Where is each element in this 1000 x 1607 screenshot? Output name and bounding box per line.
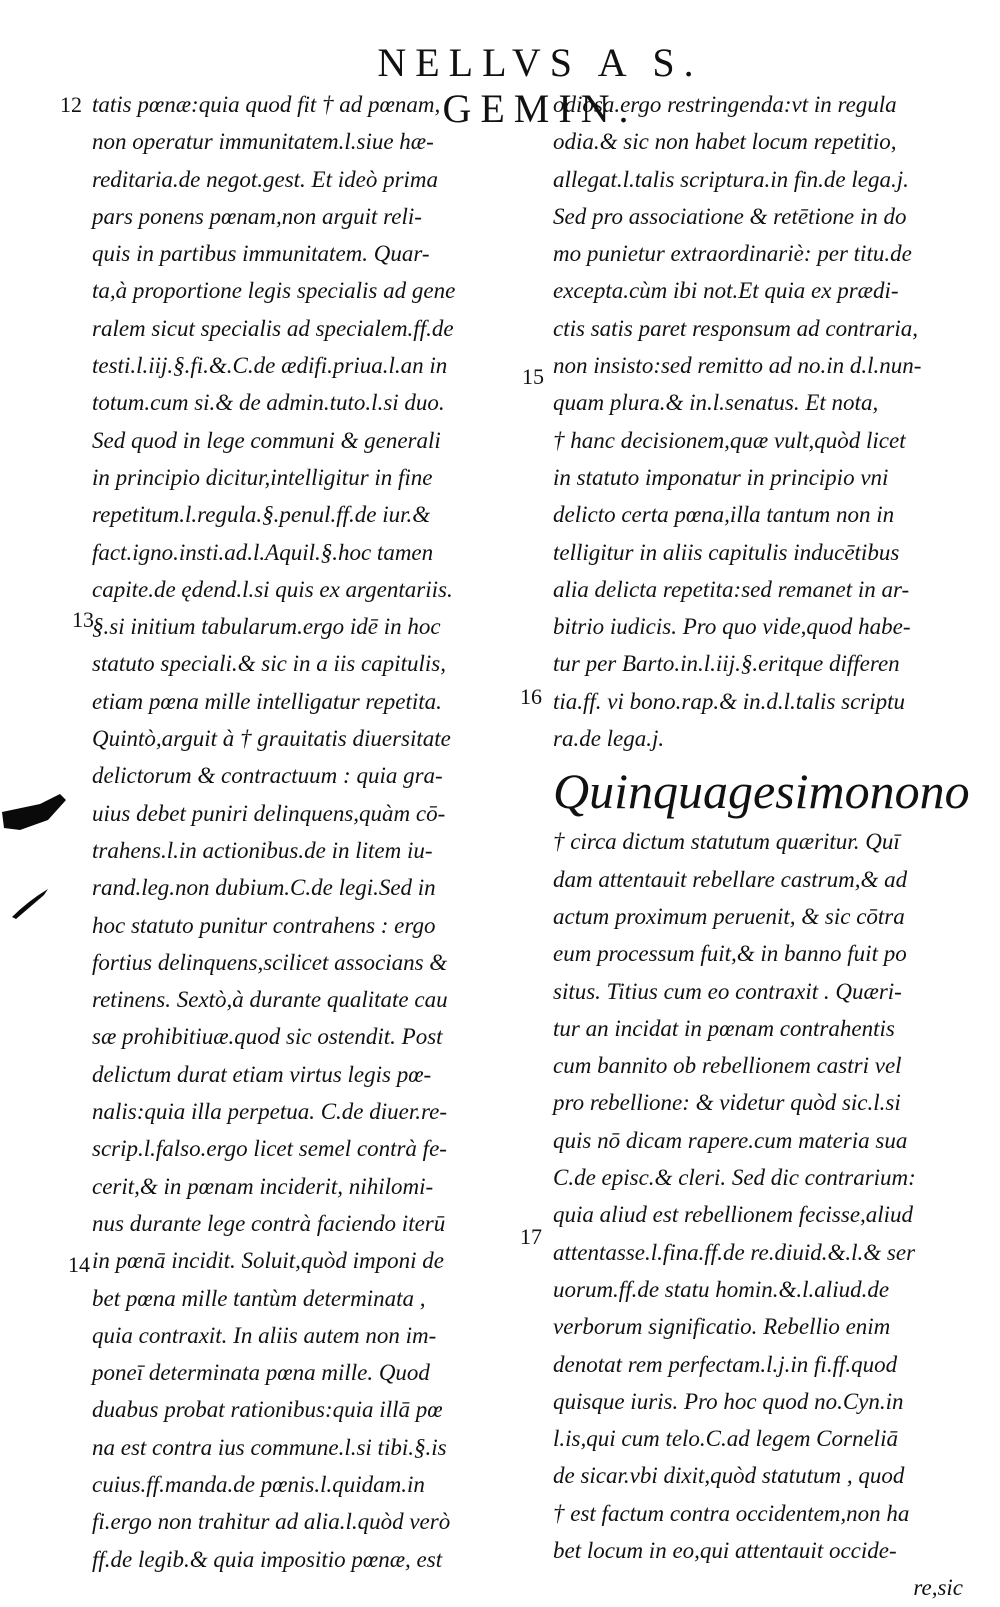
- text-line: ralem sicut specialis ad specialem.ff.de: [92, 315, 454, 341]
- text-line: non insisto:sed remitto ad no.in d.l.nun-: [553, 353, 922, 379]
- text-line: verborum significatio. Rebellio enim: [553, 1314, 891, 1340]
- text-line: testi.l.iij.§.fi.&.C.de ædifi.priua.l.an in: [92, 353, 448, 379]
- text-line: allegat.l.talis scriptura.in fin.de lega.j.: [553, 166, 909, 192]
- section-heading: Quinquagesimonono: [553, 763, 970, 820]
- text-line: quam plura.& in.l.senatus. Et nota,: [553, 390, 879, 416]
- text-line: rand.leg.non dubium.C.de legi.Sed in: [92, 875, 436, 901]
- text-line: fact.igno.insti.ad.l.Aquil.§.hoc tamen: [92, 539, 434, 565]
- margin-number: 16: [520, 684, 542, 709]
- text-line: tur per Barto.in.l.iij.§.eritque differen: [553, 651, 900, 677]
- margin-number: 13: [72, 607, 94, 632]
- text-line: † hanc decisionem,quæ vult,quòd licet: [553, 427, 906, 453]
- text-line: alia delicta repetita:sed remanet in ar-: [553, 576, 910, 602]
- text-line: delicto certa pœna,illa tantum non in: [553, 502, 895, 528]
- text-line: situs. Titius cum eo contraxit . Quæri-: [553, 978, 902, 1004]
- text-line: Sed quod in lege communi & generali: [92, 427, 441, 453]
- running-header: NELLVS A S. GEMIN.: [377, 40, 703, 131]
- text-line: etiam pœna mille intelligatur repetita.: [92, 688, 442, 714]
- text-line: attentasse.l.fina.ff.de re.diuid.&.l.& ser: [553, 1239, 916, 1265]
- text-line: nalis:quia illa perpetua. C.de diuer.re-: [92, 1099, 447, 1125]
- text-line: poneī determinata pœna mille. Quod: [92, 1360, 430, 1386]
- text-line: cum bannito ob rebellionem castri vel: [553, 1053, 902, 1079]
- text-line: §.si initium tabularum.ergo idē in hoc: [92, 614, 441, 640]
- text-line: sæ prohibitiuæ.quod sic ostendit. Post: [92, 1024, 443, 1050]
- text-line: ra.de lega.j.: [553, 726, 665, 752]
- text-line: quis in partibus immunitatem. Quar-: [92, 241, 430, 267]
- text-line: in principio dicitur,intelligitur in fine: [92, 464, 433, 490]
- text-line: quia contraxit. In aliis autem non im-: [92, 1322, 437, 1348]
- text-line: dam attentauit rebellare castrum,& ad: [553, 866, 908, 892]
- left-column: [92, 86, 520, 1578]
- ink-blot-mark: [0, 790, 70, 840]
- text-line: uorum.ff.de statu homin.&.l.aliud.de: [553, 1276, 890, 1302]
- text-line: quia aliud est rebellionem fecisse,aliud: [553, 1202, 914, 1228]
- text-line: uius debet puniri delinquens,quàm cō-: [92, 800, 446, 826]
- text-line: delictum durat etiam virtus legis pœ-: [92, 1061, 432, 1087]
- text-line: odiosa.ergo restringenda:vt in regula: [553, 92, 897, 117]
- text-line: scrip.l.falso.ergo licet semel contrà fe-: [92, 1136, 447, 1162]
- text-line: cerit,& in pœnam inciderit, nihilomi-: [92, 1173, 434, 1199]
- text-line: l.is,qui cum telo.C.ad legem Corneliā: [553, 1426, 898, 1452]
- text-line: quisque iuris. Pro hoc quod no.Cyn.in: [553, 1388, 904, 1414]
- text-line: cuius.ff.manda.de pœnis.l.quidam.in: [92, 1471, 425, 1497]
- text-line: reditaria.de negot.gest. Et ideò prima: [92, 166, 439, 192]
- margin-number: 15: [522, 364, 544, 389]
- text-line: statuto speciali.& sic in a iis capitulis,: [92, 651, 446, 677]
- ink-stroke-mark: [8, 885, 52, 921]
- text-line: bet pœna mille tantùm determinata ,: [92, 1285, 426, 1311]
- text-line: de sicar.vbi dixit,quòd statutum , quod: [553, 1463, 905, 1489]
- text-line: repetitum.l.regula.§.penul.ff.de iur.&: [92, 502, 431, 528]
- text-line: na est contra ius commune.l.si tibi.§.is: [92, 1434, 447, 1460]
- text-line: pars ponens pœnam,non arguit reli-: [92, 203, 422, 229]
- text-line: Quintò,arguit à † grauitatis diuersitate: [92, 726, 451, 752]
- text-line: hoc statuto punitur contrahens : ergo: [92, 912, 436, 938]
- text-line: capite.de ędend.l.si quis ex argentariis.: [92, 576, 453, 602]
- text-line: † est factum contra occidentem,non ha: [553, 1500, 910, 1526]
- text-line: trahens.l.in actionibus.de in litem iu-: [92, 837, 433, 863]
- text-line: fortius delinquens,scilicet associans &: [92, 949, 448, 975]
- margin-number: 17: [520, 1224, 542, 1249]
- text-line: bet locum in eo,qui attentauit occide-: [553, 1537, 897, 1563]
- text-line: totum.cum si.& de admin.tuto.l.si duo.: [92, 390, 445, 416]
- text-line: actum proximum peruenit, & sic cōtra: [553, 903, 905, 929]
- text-line: fi.ergo non trahitur ad alia.l.quòd verò: [92, 1509, 451, 1535]
- text-line: denotat rem perfectam.l.j.in fi.ff.quod: [553, 1351, 898, 1377]
- text-line: tia.ff. vi bono.rap.& in.d.l.talis scriptu: [553, 688, 906, 714]
- text-line: duabus probat rationibus:quia illā pœ: [92, 1397, 443, 1423]
- margin-number: 12: [60, 92, 82, 117]
- text-line: mo punietur extraordinariè: per titu.de: [553, 241, 912, 267]
- text-line: re,sic: [913, 1575, 963, 1601]
- text-line: † circa dictum statutum quæritur. Quī: [553, 829, 900, 855]
- right-column: [553, 86, 970, 1607]
- text-line: quis nō dicam rapere.cum materia sua: [553, 1127, 908, 1153]
- text-line: in pœnā incidit. Soluit,quòd imponi de: [92, 1248, 445, 1274]
- text-line: bitrio iudicis. Pro quo vide,quod habe-: [553, 614, 911, 640]
- text-line: C.de episc.& cleri. Sed dic contrarium:: [553, 1165, 916, 1191]
- text-line: retinens. Sextò,à durante qualitate cau: [92, 987, 448, 1013]
- text-line: non operatur immunitatem.l.siue hæ-: [92, 129, 434, 155]
- text-line: Sed pro associatione & retētione in do: [553, 203, 907, 229]
- text-line: delictorum & contractuum : quia gra-: [92, 763, 443, 789]
- text-line: telligitur in aliis capitulis inducētibus: [553, 539, 900, 565]
- text-line: ctis satis paret responsum ad contraria,: [553, 315, 919, 341]
- text-line: tur an incidat in pœnam contrahentis: [553, 1015, 895, 1041]
- margin-number: 14: [68, 1252, 90, 1277]
- text-line: ff.de legib.& quia impositio pœnæ, est: [92, 1546, 443, 1572]
- text-line: eum processum fuit,& in banno fuit po: [553, 941, 907, 967]
- text-line: ta,à proportione legis specialis ad gene: [92, 278, 456, 304]
- text-line: pro rebellione: & videtur quòd sic.l.si: [553, 1090, 901, 1116]
- text-line: nus durante lege contrà faciendo iterū: [92, 1210, 446, 1236]
- text-line: excepta.cùm ibi not.Et quia ex prædi-: [553, 278, 899, 304]
- text-line: tatis pœnæ:quia quod fit † ad pœnam,: [92, 92, 441, 117]
- text-line: in statuto imponatur in principio vni: [553, 464, 889, 490]
- text-line: odia.& sic non habet locum repetitio,: [553, 129, 897, 155]
